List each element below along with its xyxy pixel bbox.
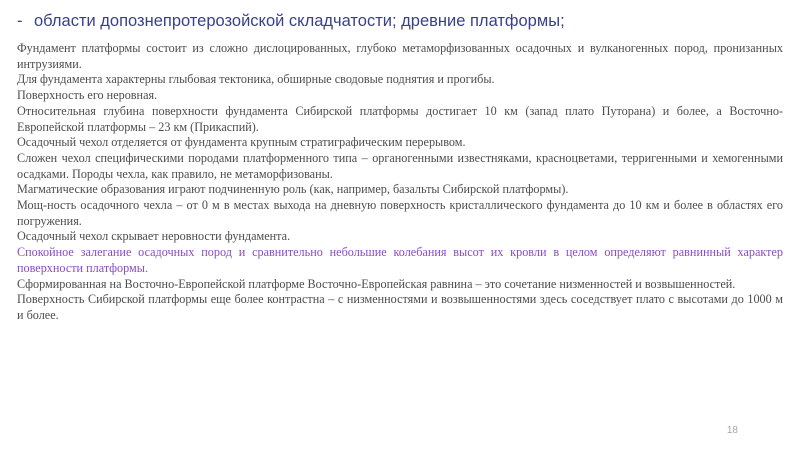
- paragraph: Для фундамента характерны глыбовая тектоника, обширные сводовые поднятия и прогибы.: [17, 72, 495, 87]
- paragraph-accent: Спокойное залегание осадочных пород и сравнительно небольшие колебания высот их кровли в целом определяют равнинный характер поверхности платформы.: [17, 245, 783, 275]
- paragraph: Осадочный чехол отделяется от фундамента крупным стратиграфическим перерывом.: [17, 135, 466, 150]
- heading-bullet: -: [17, 12, 23, 30]
- paragraph: Сформированная на Восточно-Европейской платформе Восточно-Европейская равнина – это сочетание низменностей и возвышенностей.: [17, 276, 736, 291]
- paragraph: Относительная глубина поверхности фундамента Сибирской платформы достигает 10 км (запад плато Путорана) и более, а Восточно-Европейской платформы – 23 км (Прикаспий).: [17, 103, 783, 134]
- paragraph: Осадочный чехол скрывает неровности фундамента.: [17, 229, 291, 244]
- paragraph: Поверхность его неровная.: [17, 88, 158, 103]
- paragraph: Мощ-ность осадочного чехла – от 0 м в местах выхода на дневную поверхность кристаллического фундамента до 10 км и более в областях его погружения.: [17, 198, 783, 228]
- paragraph: Поверхность Сибирской платформы еще более контрастна – с низменностями и возвышенностями здесь соседствует плато с высотами до 1000 м и более.: [17, 292, 783, 322]
- paragraph: Магматические образования играют подчиненную роль (как, например, базальты Сибирской платформы).: [17, 182, 569, 197]
- body-text: [17, 41, 783, 324]
- paragraph: Фундамент платформы состоит из сложно дислоцированных, глубоко метаморфизованных осадочных и вулканогенных пород, пронизанных интрузиями.: [17, 41, 783, 71]
- slide-heading: [17, 10, 787, 32]
- page-number: 18: [726, 425, 738, 436]
- paragraph: Сложен чехол специфическими породами платформенного типа – органогенными известняками, красноцветами, терригенными и хемогенными осадками. Породы чехла, как правило, не метаморфизованы.: [17, 150, 783, 181]
- heading-text: области допознепротерозойской складчатости; древние платформы;: [34, 12, 565, 30]
